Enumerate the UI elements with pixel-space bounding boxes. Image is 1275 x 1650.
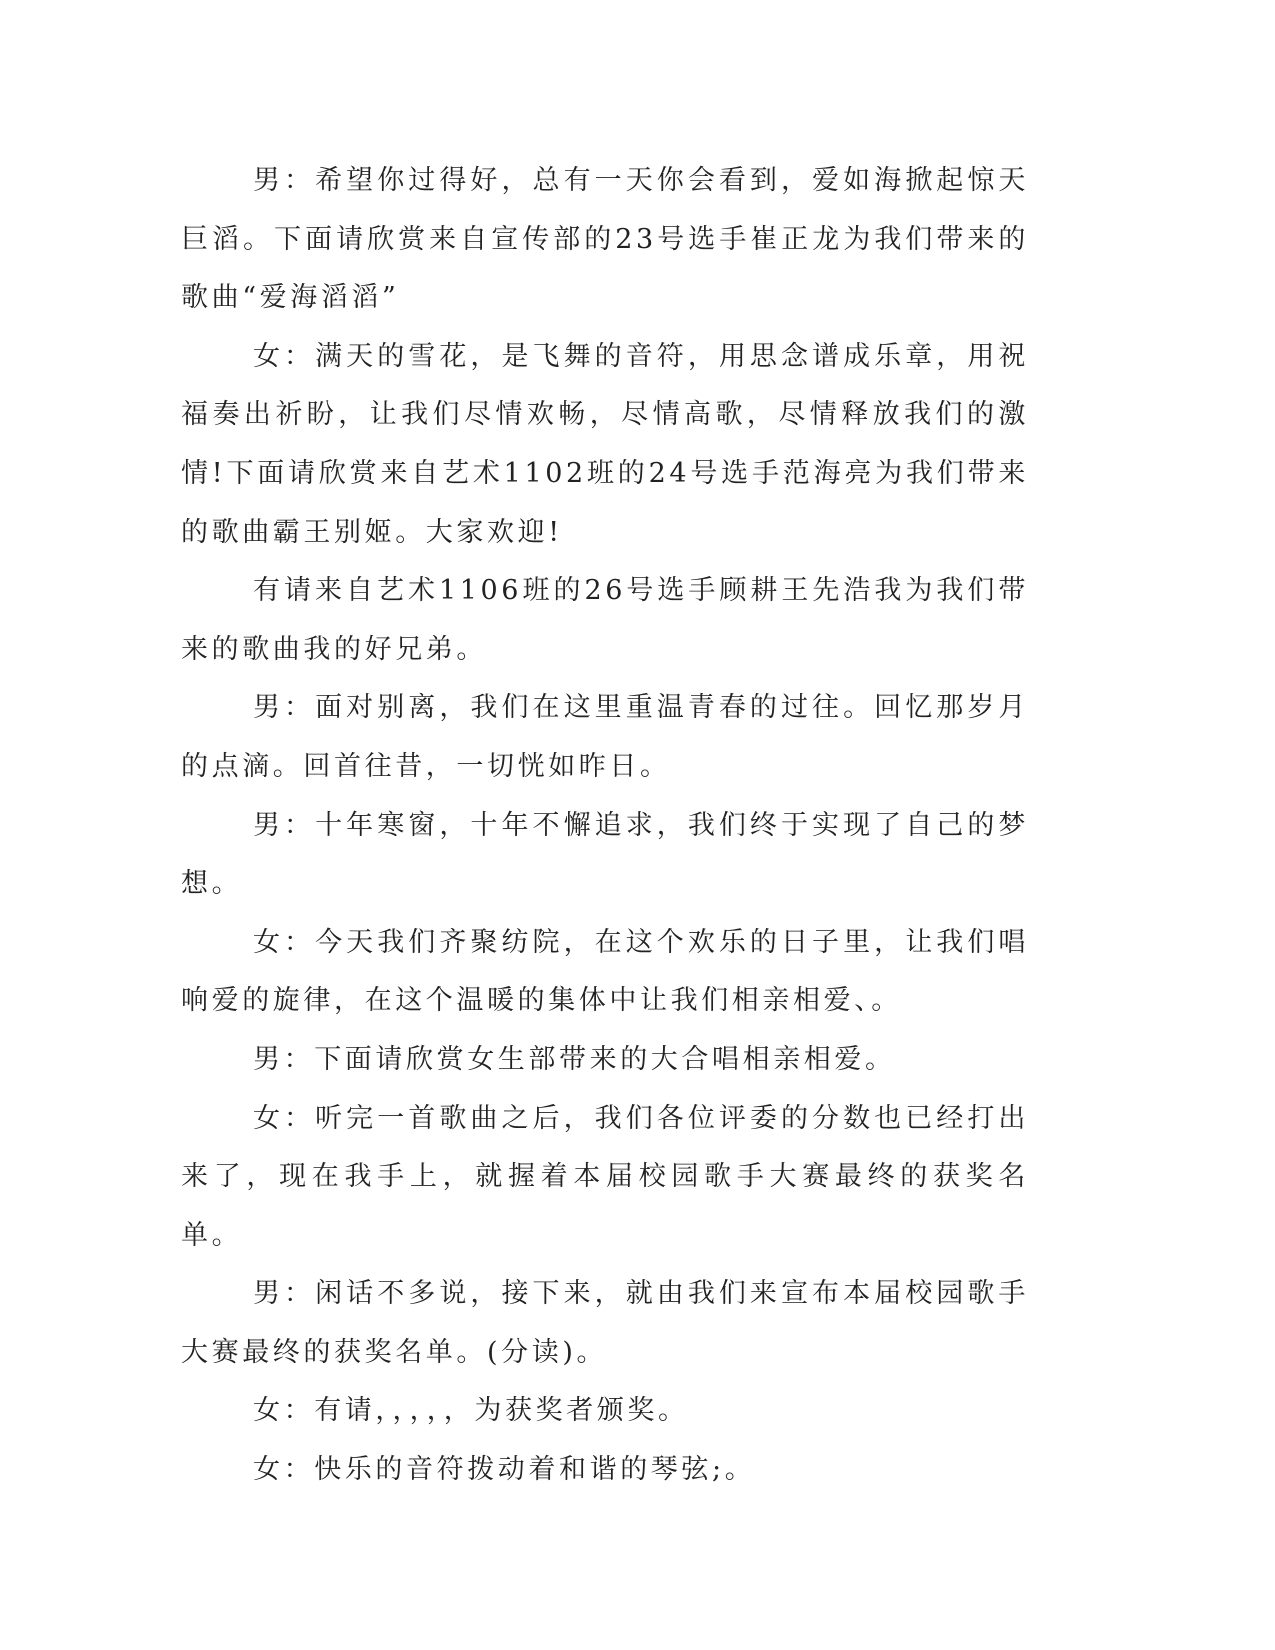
paragraph-3: 有请来自艺术1106班的26号选手顾耕王先浩我为我们带来的歌曲我的好兄弟。 <box>181 575 1029 665</box>
paragraph-7: 男：下面请欣赏女生部带来的大合唱相亲相爱。 <box>253 1043 896 1075</box>
paragraph-6: 女：今天我们齐聚纺院，在这个欢乐的日子里，让我们唱响爱的旋律，在这个温暖的集体中让我们相亲相爱、。 <box>181 926 1029 1017</box>
document-page <box>181 152 1029 1500</box>
paragraph-11: 女：快乐的音符拨动着和谐的琴弦;。 <box>253 1454 756 1486</box>
paragraph-5: 男：十年寒窗，十年不懈追求，我们终于实现了自己的梦想。 <box>181 809 1029 900</box>
paragraph-10: 女：有请，，，，，为获奖者颁奖。 <box>253 1395 689 1427</box>
paragraph-8: 女：听完一首歌曲之后，我们各位评委的分数也已经打出来了，现在我手上，就握着本届校园歌手大赛最终的获奖名单。 <box>181 1102 1029 1251</box>
paragraph-4: 男：面对别离，我们在这里重温青春的过往。回忆那岁月的点滴。回首往昔，一切恍如昨日。 <box>181 692 1029 782</box>
paragraph-9: 男：闲话不多说，接下来，就由我们来宣布本届校园歌手大赛最终的获奖名单。(分读)。 <box>181 1278 1029 1368</box>
paragraph-1: 男：希望你过得好，总有一天你会看到，爱如海掀起惊天巨滔。下面请欣赏来自宣传部的23号选手崔正龙为我们带来的歌曲“爱海滔滔” <box>181 165 1029 314</box>
paragraph-2: 女：满天的雪花，是飞舞的音符，用思念谱成乐章，用祝福奏出祈盼，让我们尽情欢畅，尽情高歌，尽情释放我们的激情!下面请欣赏来自艺术1102班的24号选手范海亮为我们带来的歌曲霸王别姬。大家欢迎! <box>181 340 1029 548</box>
